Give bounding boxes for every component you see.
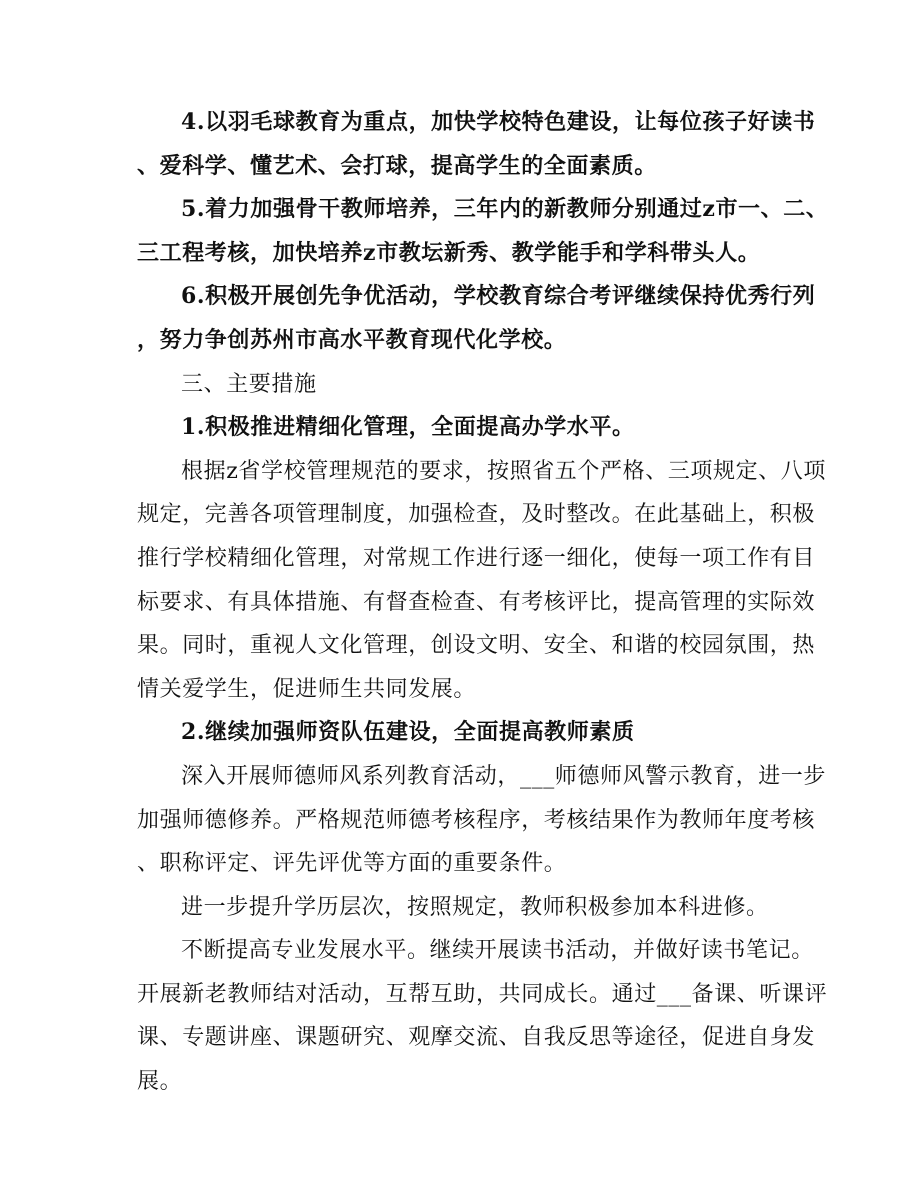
measure-1-paragraph-line-2: 规定，完善各项管理制度，加强检查，及时整改。在此基础上，积极 <box>137 502 816 528</box>
measure-2-paragraph-1-line-2: 加强师德修养。严格规范师德考核程序，考核结果作为教师年度考核 <box>137 807 816 833</box>
goal-4-line-2: 、爱科学、懂艺术、会打球，提高学生的全面素质。 <box>137 152 657 179</box>
measure-1-paragraph-line-3: 推行学校精细化管理，对常规工作进行逐一细化，使每一项工作有目 <box>137 545 816 571</box>
measure-2-paragraph-1-line-3: 、职称评定、评先评优等方面的重要条件。 <box>137 851 567 877</box>
measure-2-paragraph-3-line-3: 课、专题讲座、课题研究、观摩交流、自我反思等途径，促进自身发 <box>137 1025 816 1051</box>
goal-6-line-1: 6.积极开展创先争优活动，学校教育综合考评继续保持优秀行列 <box>181 283 816 310</box>
measure-1-paragraph-line-6: 情关爱学生，促进师生共同发展。 <box>137 676 477 702</box>
measure-2-paragraph-3-line-4: 展。 <box>137 1069 183 1095</box>
measure-2-heading: 2.继续加强师资队伍建设，全面提高教师素质 <box>181 719 635 746</box>
measure-1-paragraph-line-4: 标要求、有具体措施、有督查检查、有考核评比，提高管理的实际效 <box>137 589 816 615</box>
measure-1-paragraph-line-5: 果。同时，重视人文化管理，创设文明、安全、和谐的校园氛围，热 <box>137 633 816 659</box>
measure-2-paragraph-1-line-1: 深入开展师德师风系列教育活动，___师德师风警示教育，进一步 <box>181 763 827 789</box>
goal-4-line-1: 4.以羽毛球教育为重点，加快学校特色建设，让每位孩子好读书 <box>181 109 816 135</box>
measure-2-paragraph-3-line-1: 不断提高专业发展水平。继续开展读书活动，并做好读书笔记。 <box>181 938 814 964</box>
measure-2-paragraph-3-line-2: 开展新老教师结对活动，互帮互助，共同成长。通过___备课、听课评 <box>137 981 828 1007</box>
section-heading-measures: 三、主要措施 <box>181 371 317 397</box>
goal-6-line-2: ，努力争创苏州市高水平教育现代化学校。 <box>137 326 567 353</box>
measure-2-paragraph-2: 进一步提升学历层次，按照规定，教师积极参加本科进修。 <box>181 894 769 920</box>
goal-5-line-1: 5.着力加强骨干教师培养，三年内的新教师分别通过z市一、二、 <box>181 196 829 223</box>
document-body <box>137 101 829 1104</box>
goal-5-line-2: 三工程考核，加快培养z市教坛新秀、教学能手和学科带头人。 <box>137 239 761 266</box>
measure-1-paragraph-line-1: 根据z省学校管理规范的要求，按照省五个严格、三项规定、八项 <box>181 458 826 484</box>
measure-1-heading: 1.积极推进精细化管理，全面提高办学水平。 <box>181 414 635 441</box>
